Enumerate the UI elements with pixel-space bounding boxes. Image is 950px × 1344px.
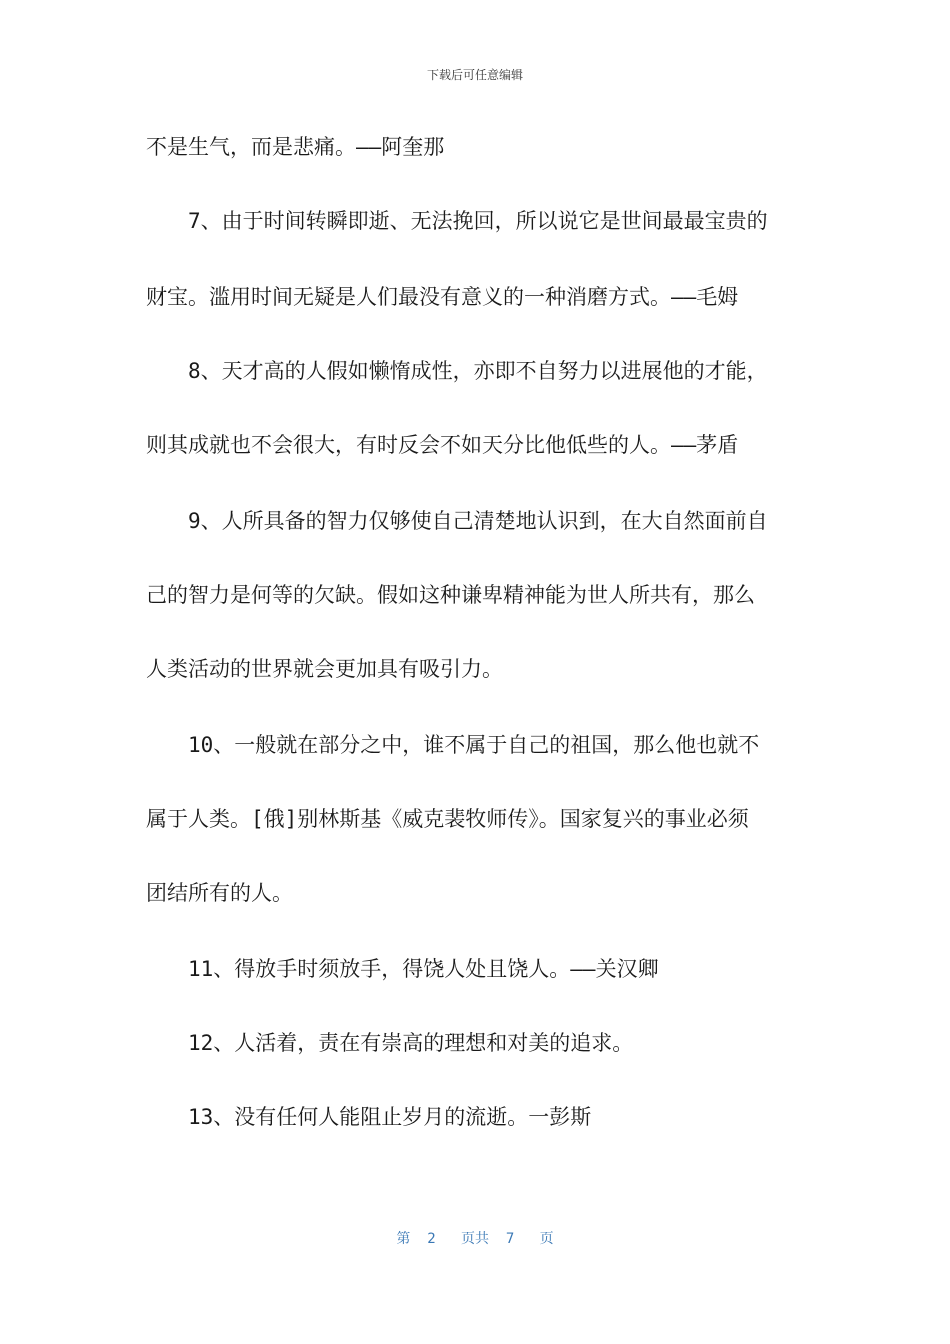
text-line: 财宝。滥用时间无疑是人们最没有意义的一种消磨方式。——毛姆 [146,285,739,309]
text-line: 13、没有任何人能阻止岁月的流逝。一彭斯 [146,1105,592,1129]
text-line: 8、天才高的人假如懒惰成性，亦即不自努力以进展他的才能， [146,359,768,383]
text-line: 7、由于时间转瞬即逝、无法挽回，所以说它是世间最最宝贵的 [146,209,768,233]
text-line: 人类活动的世界就会更加具有吸引力。 [146,657,503,681]
text-line: 11、得放手时须放手，得饶人处且饶人。——关汉卿 [146,957,659,981]
text-line: 团结所有的人。 [146,881,293,905]
text-line: 属于人类。[俄]别林斯基《威克裴牧师传》。国家复兴的事业必须 [146,807,749,831]
page-number: 第 2 页共 7 页 [396,1231,554,1247]
text-line: 则其成就也不会很大，有时反会不如天分比他低些的人。——茅盾 [146,433,739,457]
text-line: 9、人所具备的智力仅够使自己清楚地认识到，在大自然面前自 [146,509,768,533]
text-line: 不是生气，而是悲痛。——阿奎那 [146,135,445,159]
text-line: 10、一般就在部分之中，谁不属于自己的祖国，那么他也就不 [146,733,760,757]
text-line: 己的智力是何等的欠缺。假如这种谦卑精神能为世人所共有，那么 [146,583,755,607]
text-line: 12、人活着，责在有崇高的理想和对美的追求。 [146,1031,634,1055]
page-header: 下载后可任意编辑 [426,68,523,82]
